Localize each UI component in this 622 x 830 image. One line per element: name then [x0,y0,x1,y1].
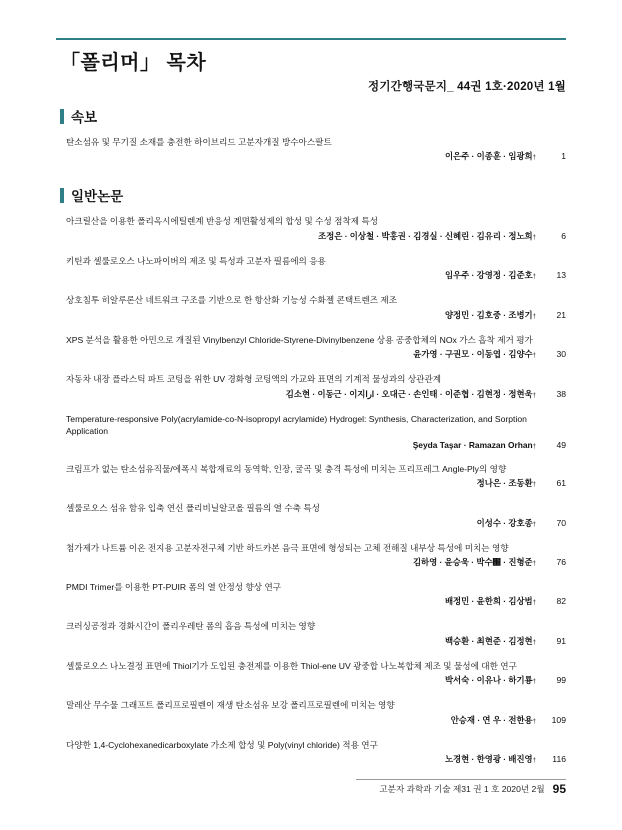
entry-spacer [62,360,566,367]
entry-title[interactable]: 키틴과 셀룰로오스 나노파이버의 제조 및 특성과 고분자 필름에의 응용 [66,255,326,266]
entry-meta [62,674,566,686]
section-header [60,185,566,205]
corresponding-author-dagger-icon: † [532,639,536,646]
corresponding-author-dagger-icon: † [532,718,536,725]
toc-entry[interactable] [56,542,566,575]
page-title: 「폴리머」 목차 [60,52,207,74]
entry-meta [62,753,566,765]
section-header [60,106,566,126]
toc-section [56,106,566,169]
toc-entry[interactable] [56,373,566,406]
corresponding-author-dagger-icon: † [532,392,536,399]
section-marker-icon [60,109,64,124]
toc-entry[interactable] [56,255,566,288]
entry-page-number: 1 [561,151,566,162]
entry-authors: 안승재 · 연 우 · 전한용 [450,714,533,725]
entry-meta [62,388,566,400]
header-rule [56,38,566,40]
entry-spacer [62,568,566,575]
entry-page-number: 61 [556,478,566,489]
footer-page-number: 95 [552,782,566,796]
entry-spacer [62,489,566,496]
toc-entry[interactable] [56,294,566,327]
entry-title[interactable]: 셀룰로오스 나노결정 표면에 Thiol기가 도입된 충전제를 이용한 Thiol-ene UV 광중합 나노복합체 제조 및 물성에 대한 연구 [66,660,517,671]
entry-title[interactable]: 다양한 1,4-Cyclohexanedicarboxylate 가소제 합성 및 Poly(vinyl chloride) 적용 연구 [66,739,378,750]
corresponding-author-dagger-icon: † [532,560,536,567]
entry-spacer [62,242,566,249]
footer-rule [356,779,566,780]
entry-spacer [62,162,566,169]
entry-title[interactable]: 첨가제가 나트륨 이온 전지용 고분자전구체 기반 하드카본 음극 표면에 형성되는 고체 전해질 내부상 특성에 미치는 영향 [66,542,509,553]
corresponding-author-dagger-icon: † [532,443,536,450]
corresponding-author-dagger-icon: † [532,679,536,686]
entry-page-number: 76 [556,556,566,567]
entry-page-number: 13 [556,270,566,281]
entry-meta [62,150,566,162]
entry-spacer [62,607,566,614]
entry-title[interactable]: 탄소섬유 및 무기질 소재를 충전한 하이브리드 고분자개질 방수아스팔트 [66,137,332,147]
toc-entry[interactable] [56,413,566,457]
entry-meta [62,477,566,489]
entry-title[interactable]: 크러싱공정과 경화시간이 폴리우레탄 폼의 흡음 특성에 미치는 영향 [66,621,316,632]
toc-content [56,106,566,788]
entry-title[interactable]: XPS 분석을 활용한 아민으로 개질된 Vinylbenzyl Chloride-Styrene-Divinylbenzene 상용 공중합체의 NOx 가스 흡착 제거 평가 [66,334,533,345]
entry-spacer [62,765,566,772]
entry-meta [62,556,566,568]
section-title: 일반논문 [71,189,124,205]
entry-title[interactable]: PMDI Trimer를 이용한 PT-PUIR 폼의 열 안정성 향상 연구 [66,581,282,592]
entry-spacer [62,450,566,457]
entry-title[interactable]: 상호침투 히알루론산 네트워크 구조를 기반으로 한 항산화 기능성 수화젤 콘택트렌즈 제조 [66,295,398,306]
corresponding-author-dagger-icon: † [532,482,536,489]
entry-spacer [62,529,566,536]
entry-authors: 이은주 · 이종훈 · 임광희 [444,151,533,162]
entry-authors: 백승환 · 최현준 · 김정현 [444,635,533,646]
toc-entry[interactable] [56,699,566,732]
entry-meta [62,714,566,726]
entry-spacer [62,400,566,407]
toc-entry[interactable] [56,215,566,248]
entry-authors: 조정은 · 이상철 · 박홍권 · 김경실 · 신혜린 · 김유리 · 정노희 [318,230,533,241]
entry-authors: 김소현 · 이동근 · 이지ارا · 오대근 · 손인태 · 이준협 · 김현정 · 정현욱 [285,388,533,399]
entry-authors: 정나은 · 조동환 [476,478,533,489]
corresponding-author-dagger-icon: † [532,600,536,607]
entry-page-number: 6 [561,230,566,241]
entry-spacer [62,726,566,733]
entry-spacer [62,281,566,288]
entry-title[interactable]: 크림프가 없는 탄소섬유직물/에폭시 복합재료의 동역학, 인장, 굴곡 및 충격 특성에 미치는 프리프레그 Angle-Ply의 영향 [66,463,507,474]
corresponding-author-dagger-icon: † [532,313,536,320]
footer-journal-info: 고분자 과학과 기술 제31 권 1 호 2020년 2월 [379,784,545,794]
entry-page-number: 49 [556,439,566,450]
toc-entry[interactable] [56,334,566,367]
entry-page-number: 99 [556,675,566,686]
entry-page-number: 109 [551,714,566,725]
section-marker-icon [60,188,64,203]
entry-title[interactable]: Temperature-responsive Poly(acrylamide-co-N-isopropyl acrylamide) Hydrogel: Synthesis, Characterization, and Sorption Application [66,413,527,437]
entry-page-number: 21 [556,309,566,320]
toc-entry[interactable] [56,660,566,693]
entry-title[interactable]: 아크릴산을 이용한 폴리옥시에틸렌계 반응성 계면활성제의 합성 및 수성 점착제 특성 [66,216,379,227]
entry-page-number: 116 [552,754,566,765]
toc-entry[interactable] [56,581,566,614]
entry-title[interactable]: 자동차 내장 플라스틱 파트 코팅을 위한 UV 경화형 코팅액의 가교와 표면의 기계적 물성과의 상관관계 [66,374,442,385]
page-footer [379,782,566,796]
entry-spacer [62,321,566,328]
entry-spacer [62,647,566,654]
entry-meta [62,230,566,242]
entry-meta [62,269,566,281]
entry-meta [62,348,566,360]
corresponding-author-dagger-icon: † [532,521,536,528]
entry-title[interactable]: 셀룰로오스 섬유 함유 입축 연신 폴리비닐알코올 필름의 열 수축 특성 [66,503,320,514]
corresponding-author-dagger-icon: † [532,353,536,360]
corresponding-author-dagger-icon: † [532,274,536,281]
entry-meta [62,517,566,529]
toc-section [56,185,566,772]
entry-spacer [62,686,566,693]
toc-entry[interactable] [56,463,566,496]
toc-entry[interactable] [56,502,566,535]
entry-authors: 김하영 · 윤승욱 · 박수԰ · 진형준 [412,556,533,567]
entry-page-number: 82 [556,596,566,607]
entry-meta [62,440,566,450]
corresponding-author-dagger-icon: † [532,234,536,241]
entry-authors: 박서숙 · 이유나 · 하기룡 [444,675,533,686]
entry-page-number: 91 [556,635,566,646]
entry-authors: 윤가영 · 구권모 · 이동엽 · 김양수 [413,349,533,360]
entry-authors: 임우주 · 강영정 · 김준호 [444,270,533,281]
entry-authors: Şeyda Taşar · Ramazan Orhan [412,439,533,450]
issue-info: 정기간행국문지_ 44권 1호·2020년 1월 [368,81,566,93]
entry-authors: 양정민 · 김호중 · 조병기 [444,309,533,320]
corresponding-author-dagger-icon: † [532,155,536,162]
entry-meta [62,309,566,321]
toc-entry[interactable] [56,620,566,653]
entry-page-number: 38 [556,388,566,399]
entry-page-number: 30 [556,349,566,360]
entry-title[interactable]: 말레산 무수물 그래프트 폴리프로필렌이 재생 탄소섬유 보강 폴리프로필렌에 미치는 영향 [66,700,395,711]
entry-authors: 이성수 · 강호종 [476,517,533,528]
section-title: 속보 [71,110,98,125]
toc-entry[interactable] [56,136,566,169]
entry-page-number: 70 [556,517,566,528]
corresponding-author-dagger-icon: † [532,758,536,765]
entry-meta [62,595,566,607]
toc-entry[interactable] [56,739,566,772]
entry-authors: 노경현 · 한영광 · 배진영 [444,754,533,765]
entry-authors: 배정민 · 윤한희 · 김상범 [444,596,533,607]
entry-meta [62,635,566,647]
